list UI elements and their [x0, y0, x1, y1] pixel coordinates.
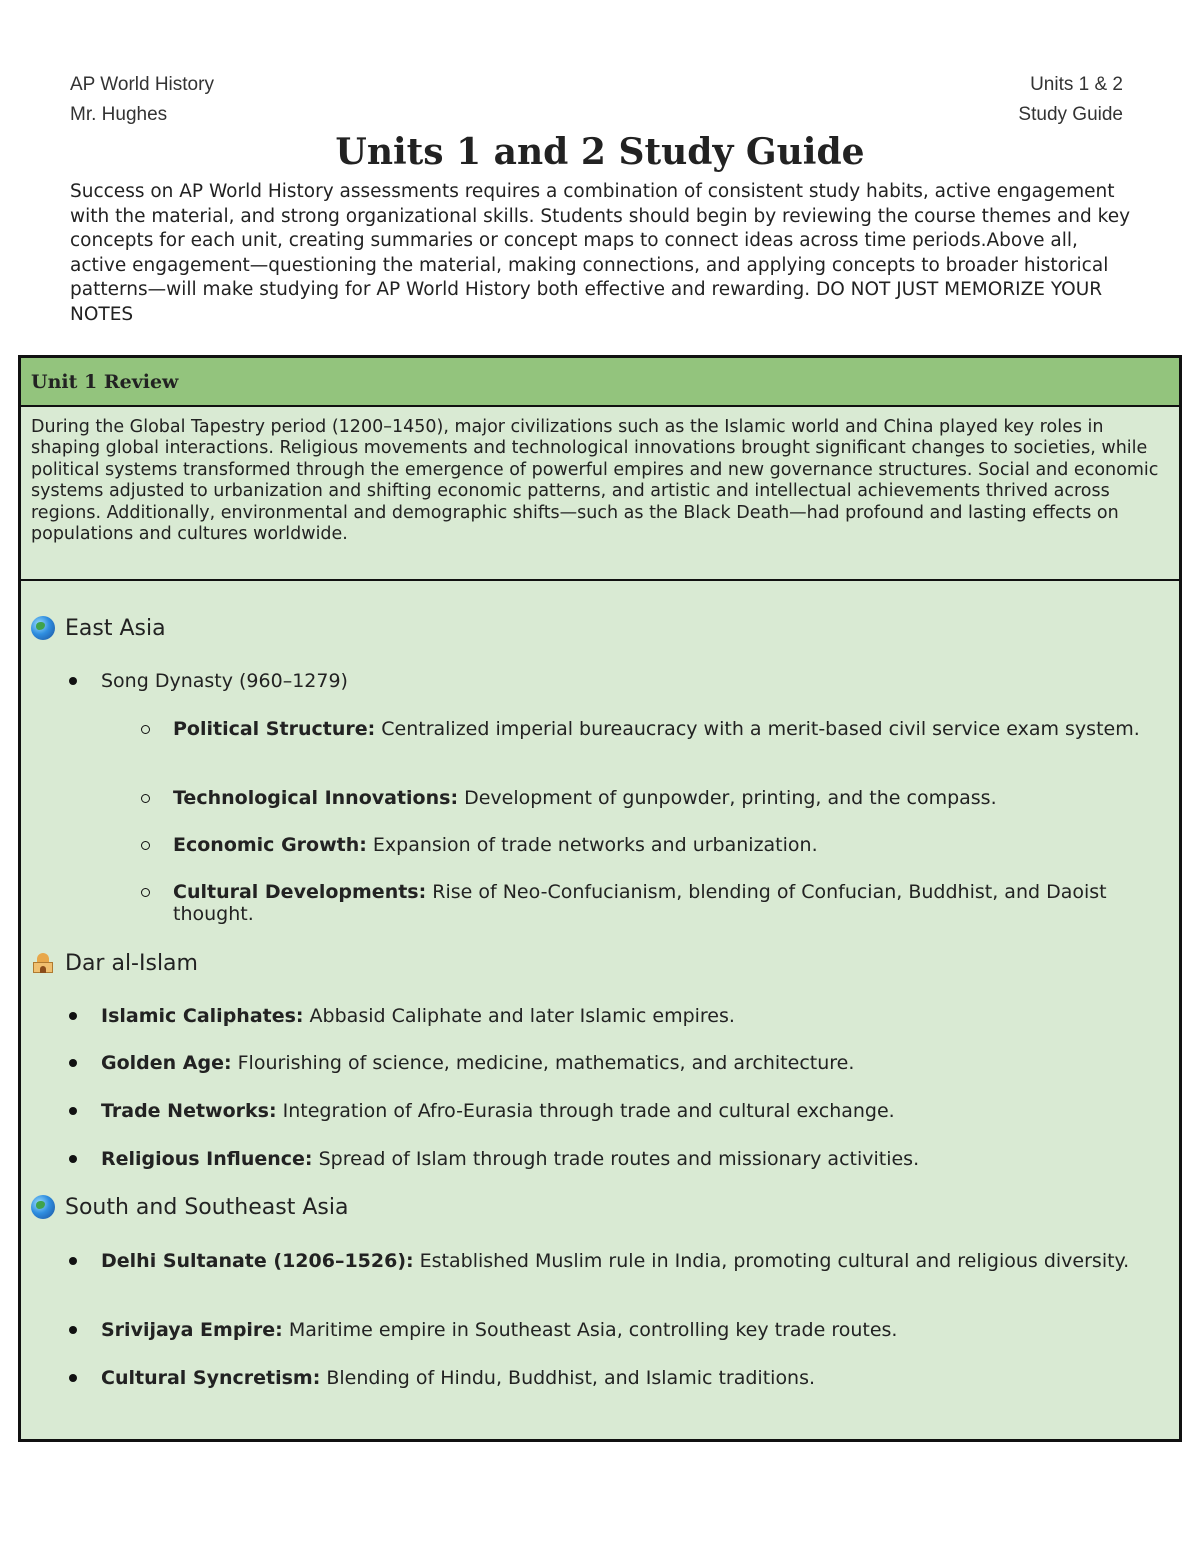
page-title: Units 1 and 2 Study Guide [335, 131, 865, 173]
term-label: Delhi Sultanate (1206–1526): [101, 1250, 414, 1272]
term-label: Islamic Caliphates: [101, 1005, 304, 1027]
teacher-name: Mr. Hughes [70, 104, 168, 125]
region-south-southeast-asia [31, 1190, 348, 1224]
circle-bullet-icon [141, 725, 150, 734]
term-text: Integration of Afro-Eurasia through trade and cultural exchange. [276, 1100, 895, 1122]
unit1-summary: During the Global Tapestry period (1200–1450), major civilizations such as the Islamic world and China played key roles in shaping global interactions. Religious movements and technological innovations brought significant changes to societies, while political systems transformed through the emergence of powerful empires and new governance structures. Social and economic systems adjusted to urbanization and shifting economic patterns, and artistic and intellectual achievements thrived across regions. Additionally, environmental and demographic shifts—such as the Black Death—had profound and lasting effects on populations and cultures worldwide. [21, 407, 1179, 581]
region-title: East Asia [65, 615, 166, 641]
circle-bullet-icon [141, 841, 150, 850]
bullet-icon [69, 1155, 77, 1163]
region-east-asia [31, 611, 166, 645]
bullet-icon [69, 1012, 77, 1020]
globe-icon [31, 1195, 55, 1219]
term-text: Abbasid Caliphate and later Islamic empires. [303, 1005, 735, 1027]
mosque-icon [31, 951, 55, 975]
term-text: Blending of Hindu, Buddhist, and Islamic traditions. [320, 1367, 816, 1389]
units-label: Units 1 & 2 [1030, 74, 1123, 95]
term-text: Rise of Neo-Confucianism, blending of Confucian, Buddhist, and Daoist thought. [173, 881, 1107, 925]
bullet-icon [69, 1257, 77, 1265]
list-item [101, 1101, 1141, 1123]
list-item [101, 1053, 1141, 1075]
list-item [101, 1251, 1141, 1273]
term-text: Established Muslim rule in India, promoting cultural and religious diversity. [413, 1250, 1130, 1272]
term-text: Spread of Islam through trade routes and missionary activities. [312, 1148, 920, 1170]
term-text: Development of gunpowder, printing, and the compass. [458, 787, 997, 809]
sub-list-item [173, 835, 1153, 857]
region-dar-al-islam [31, 946, 198, 980]
list-item [101, 1006, 1141, 1028]
sub-list-item [173, 882, 1153, 925]
bullet-icon [69, 1107, 77, 1115]
header-left [70, 70, 214, 130]
term-text: Expansion of trade networks and urbanization. [366, 834, 818, 856]
term-label: Cultural Developments: [173, 881, 427, 903]
intro-paragraph: Success on AP World History assessments requires a combination of consistent study habits, active engagement with the material, and strong organizational skills. Students should begin by reviewing the course themes and key concepts for each unit, creating summaries or concept maps to connect ideas across time periods.Above all, active engagement—questioning the material, making connections, and applying concepts to broader historical patterns—will make studying for AP World History both effective and rewarding. DO NOT JUST MEMORIZE YOUR NOTES [70, 181, 1131, 325]
term-label: Srivijaya Empire: [101, 1319, 283, 1341]
region-title: South and Southeast Asia [65, 1194, 349, 1220]
sub-list-item [173, 788, 1153, 810]
term-label: Cultural Syncretism: [101, 1367, 321, 1389]
term-label: Trade Networks: [101, 1100, 277, 1122]
globe-icon [31, 616, 55, 640]
term-label: Economic Growth: [173, 834, 367, 856]
doc-type-label: Study Guide [1018, 104, 1123, 125]
term-text: Centralized imperial bureaucracy with a merit-based civil service exam system. [375, 718, 1140, 740]
list-item [101, 1368, 1141, 1390]
list-item [101, 1149, 1141, 1171]
header-right [1018, 70, 1123, 130]
list-item [101, 671, 1141, 693]
bullet-icon [69, 1059, 77, 1067]
region-title: Dar al-Islam [65, 950, 198, 976]
list-item [101, 1320, 1141, 1342]
course-name: AP World History [70, 74, 214, 95]
unit1-heading: Unit 1 Review [21, 358, 1179, 407]
term-label: Political Structure: [173, 718, 376, 740]
circle-bullet-icon [141, 888, 150, 897]
bullet-icon [69, 677, 77, 685]
term-label: Technological Innovations: [173, 787, 459, 809]
bullet-icon [69, 1374, 77, 1382]
term-text: Flourishing of science, medicine, mathematics, and architecture. [231, 1052, 855, 1074]
term-text: Maritime empire in Southeast Asia, controlling key trade routes. [282, 1319, 898, 1341]
bullet-icon [69, 1326, 77, 1334]
term-label: Golden Age: [101, 1052, 232, 1074]
dynasty-label: Song Dynasty (960–1279) [101, 670, 348, 692]
sub-list-item [173, 719, 1153, 741]
circle-bullet-icon [141, 794, 150, 803]
term-label: Religious Influence: [101, 1148, 313, 1170]
unit1-review-box [18, 355, 1182, 1442]
